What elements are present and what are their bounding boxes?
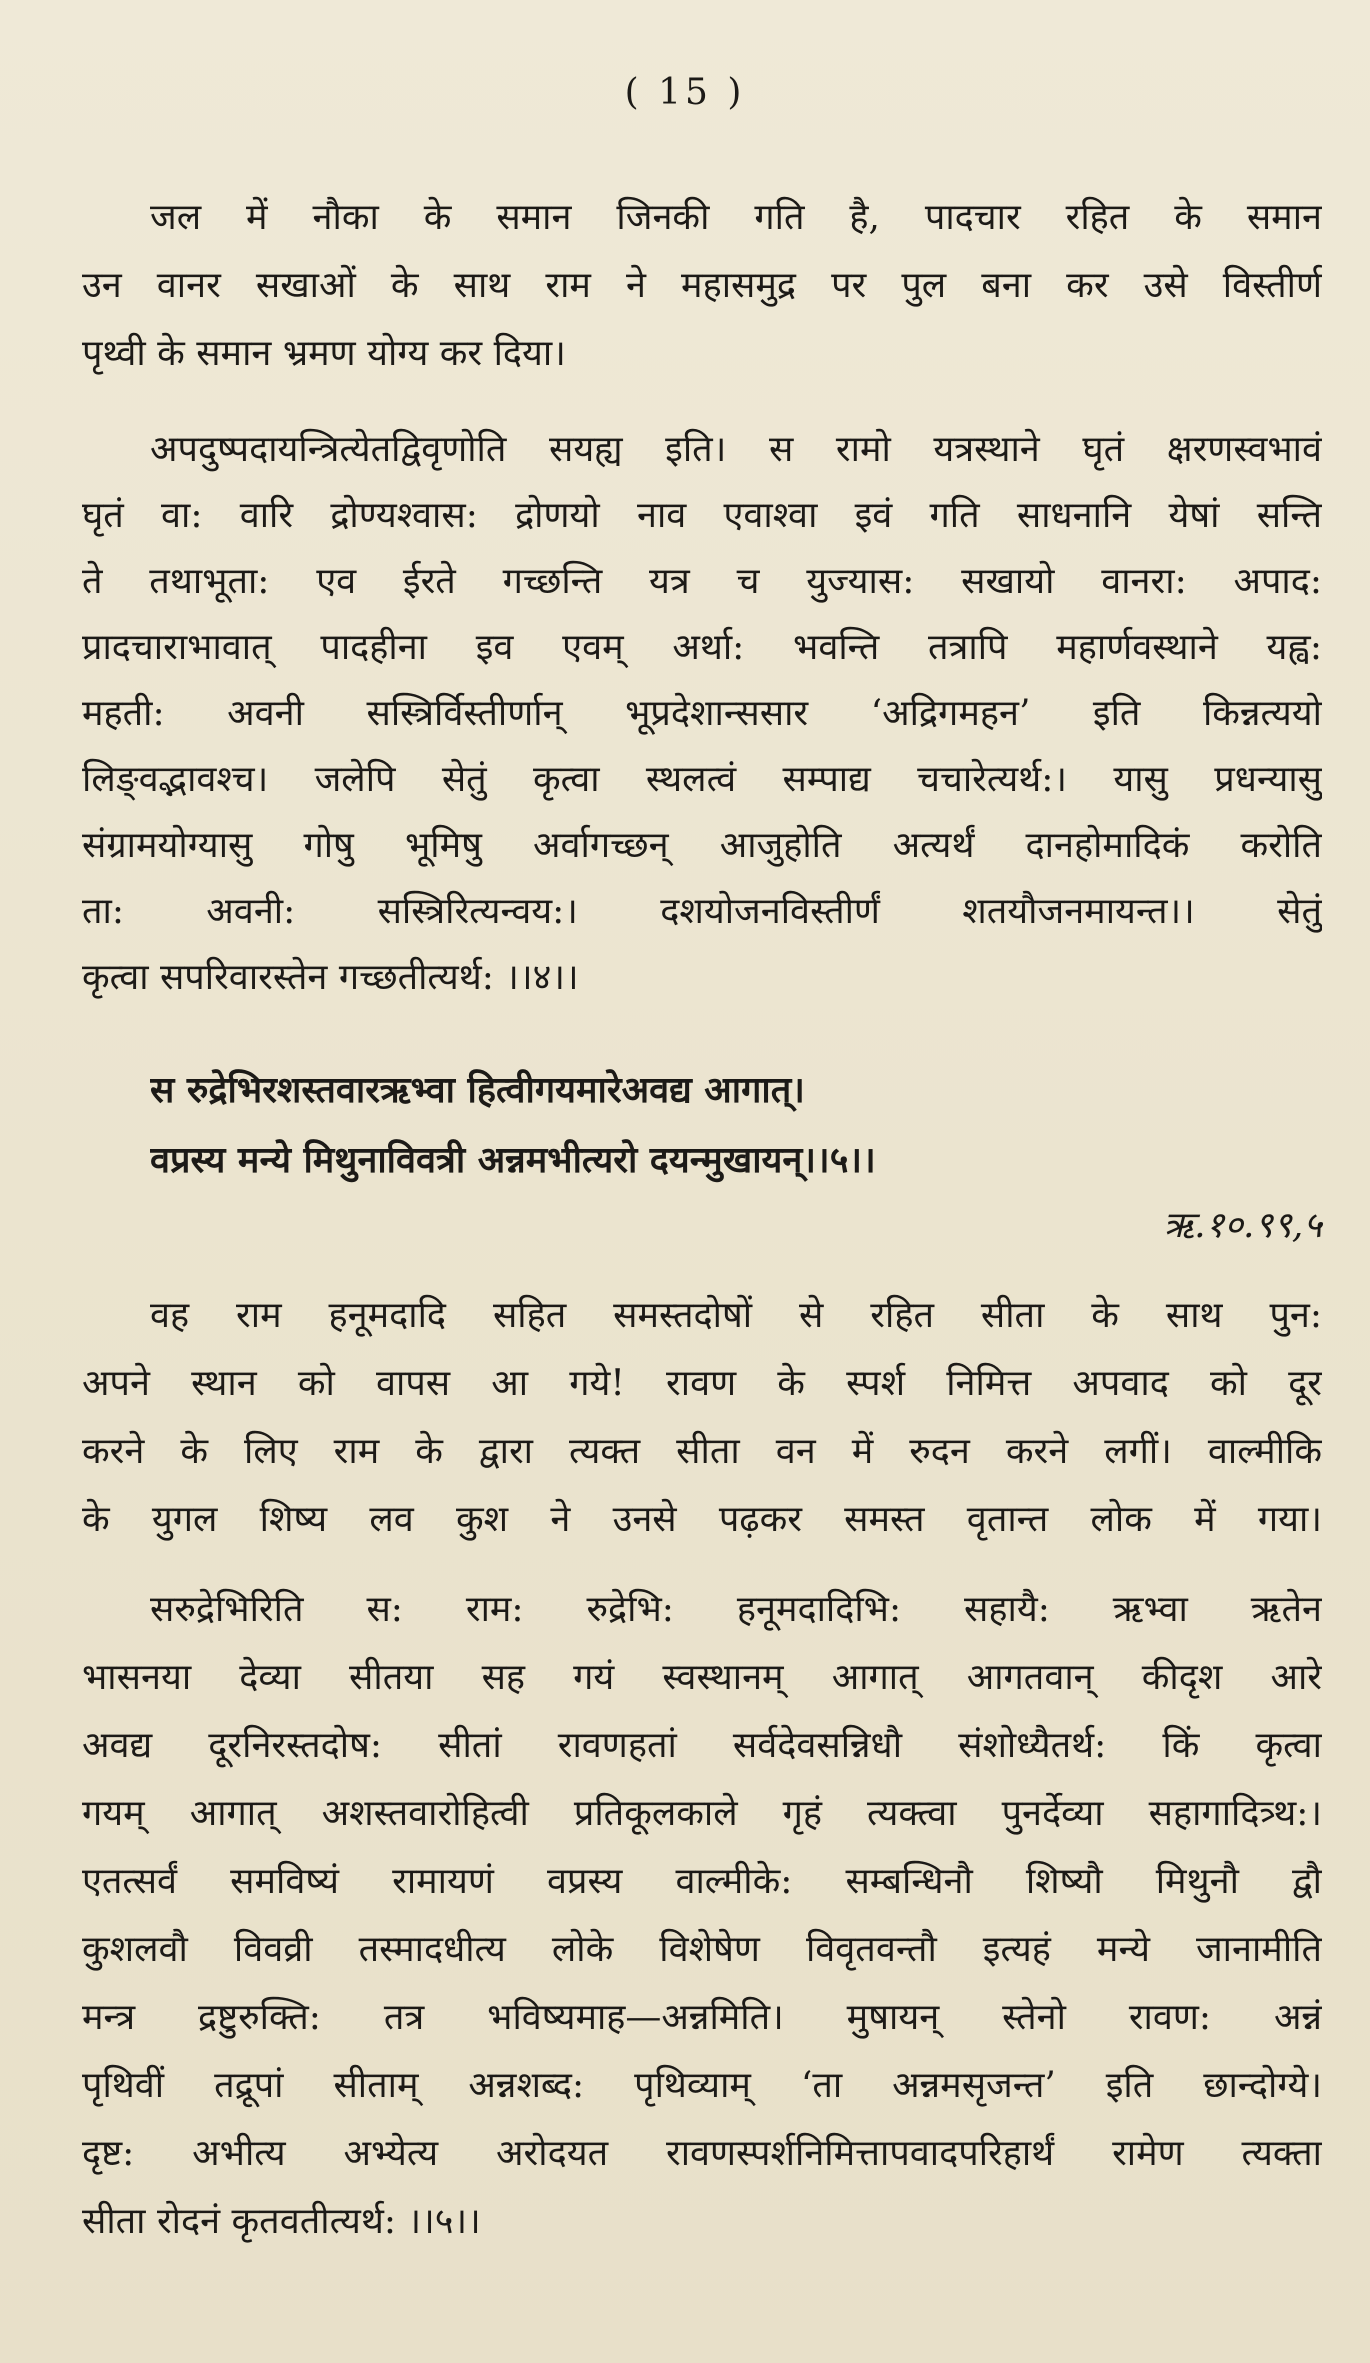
para2-line: ते तथाभूता: एव ईरते गच्छन्ति यत्र च युज्यास: सखायो वानरा: अपाद: [82, 561, 1322, 602]
para2-line: कृत्वा सपरिवारस्तेन गच्छतीत्यर्थ: ।।४।। [82, 957, 579, 998]
para4-line: भासनया देव्या सीतया सह गयं स्वस्थानम् आगात् आगतवान् कीदृश आरे [82, 1657, 1322, 1698]
para3-line: के युगल शिष्य लव कुश ने उनसे पढ़कर समस्त वृतान्त लोक में गया। [82, 1499, 1322, 1540]
para4-line: कुशलवौ विवव्री तस्मादधीत्य लोके विशेषेण विवृतवन्तौ इत्यहं मन्ये जानामीति [82, 1929, 1322, 1970]
para4-line: मन्त्र द्रष्टुरुक्ति: तत्र भविष्यमाह—अन्नमिति। मुषायन् स्तेनो रावण: अन्नं [82, 1997, 1322, 2038]
para2-line: लिङ्वद्भावश्च। जलेपि सेतुं कृत्वा स्थलत्वं सम्पाद्य चचारेत्यर्थ:। यासु प्रधन्यासु [82, 759, 1322, 800]
para1-line: उन वानर सखाओं के साथ राम ने महासमुद्र पर पुल बना कर उसे विस्तीर्ण [82, 265, 1322, 306]
para3-line: अपने स्थान को वापस आ गये! रावण के स्पर्श निमित्त अपवाद को दूर [82, 1363, 1322, 1404]
para2-line: प्रादचाराभावात् पादहीना इव एवम् अर्था: भवन्ति तत्रापि महार्णवस्थाने यह्व: [82, 627, 1322, 668]
para4-line: एतत्सर्वं समविष्यं रामायणं वप्रस्य वाल्मीके: सम्बन्धिनौ शिष्यौ मिथुनौ द्वौ [82, 1861, 1322, 1902]
para2-line: घृतं वा: वारि द्रोण्यश्वास: द्रोणयो नाव एवाश्वा इवं गति साधनानि येषां सन्ति [82, 495, 1322, 536]
verse-line: वप्रस्य मन्ये मिथुनाविवत्री अन्नमभीत्यरो दयन्मुखायन्।।५।। [150, 1139, 876, 1181]
verse-reference: ऋ.१०.९९,५ [1163, 1205, 1322, 1246]
verse-line: स रुद्रेभिरशस्तवारऋभ्वा हित्वीगयमारेअवद्य आगात्। [150, 1069, 805, 1111]
para2-line: संग्रामयोग्यासु गोषु भूमिषु अर्वागच्छन् आजुहोति अत्यर्थं दानहोमादिकं करोति [82, 825, 1322, 866]
para2-line: महती: अवनी सस्त्रिर्विस्तीर्णान् भूप्रदेशान्ससार ‘अद्रिगमहन’ इति किन्नत्ययो [82, 693, 1322, 734]
para2-line: ता: अवनी: सस्त्रिरित्यन्वय:। दशयोजनविस्तीर्णं शतयौजनमायन्त।। सेतुं [82, 891, 1322, 932]
para4-line: सरुद्रेभिरिति स: राम: रुद्रेभि: हनूमदादिभि: सहायै: ऋभ्वा ऋतेन [150, 1589, 1322, 1630]
para1-line: पृथ्वी के समान भ्रमण योग्य कर दिया। [82, 333, 566, 374]
para3-line: करने के लिए राम के द्वारा त्यक्त सीता वन में रुदन करने लगीं। वाल्मीकि [82, 1431, 1322, 1472]
para2-line: अपदुष्पदायन्त्रित्येतद्विवृणोति सयह्य इति। स रामो यत्रस्थाने घृतं क्षरणस्वभावं [150, 429, 1322, 470]
para3-line: वह राम हनूमदादि सहित समस्तदोषों से रहित सीता के साथ पुन: [150, 1295, 1322, 1336]
para1-line: जल में नौका के समान जिनकी गति है, पादचार रहित के समान [150, 197, 1322, 238]
para4-line: अवद्य दूरनिरस्तदोष: सीतां रावणहतां सर्वदेवसन्निधौ संशोध्यैतर्थ: किं कृत्वा [82, 1725, 1322, 1766]
para4-line: दृष्ट: अभीत्य अभ्येत्य अरोदयत रावणस्पर्शनिमित्तापवादपरिहार्थं रामेण त्यक्ता [82, 2133, 1322, 2174]
page-number: ( 15 ) [624, 72, 746, 113]
para4-line: सीता रोदनं कृतवतीत्यर्थ: ।।५।। [82, 2201, 481, 2242]
para4-line: गयम् आगात् अशस्तवारोहित्वी प्रतिकूलकाले गृहं त्यक्त्वा पुनर्देव्या सहागादित्र्थ:। [82, 1793, 1322, 1834]
para4-line: पृथिवीं तद्रूपां सीताम् अन्नशब्द: पृथिव्याम् ‘ता अन्नमसृजन्त’ इति छान्दोग्ये। [82, 2065, 1322, 2106]
